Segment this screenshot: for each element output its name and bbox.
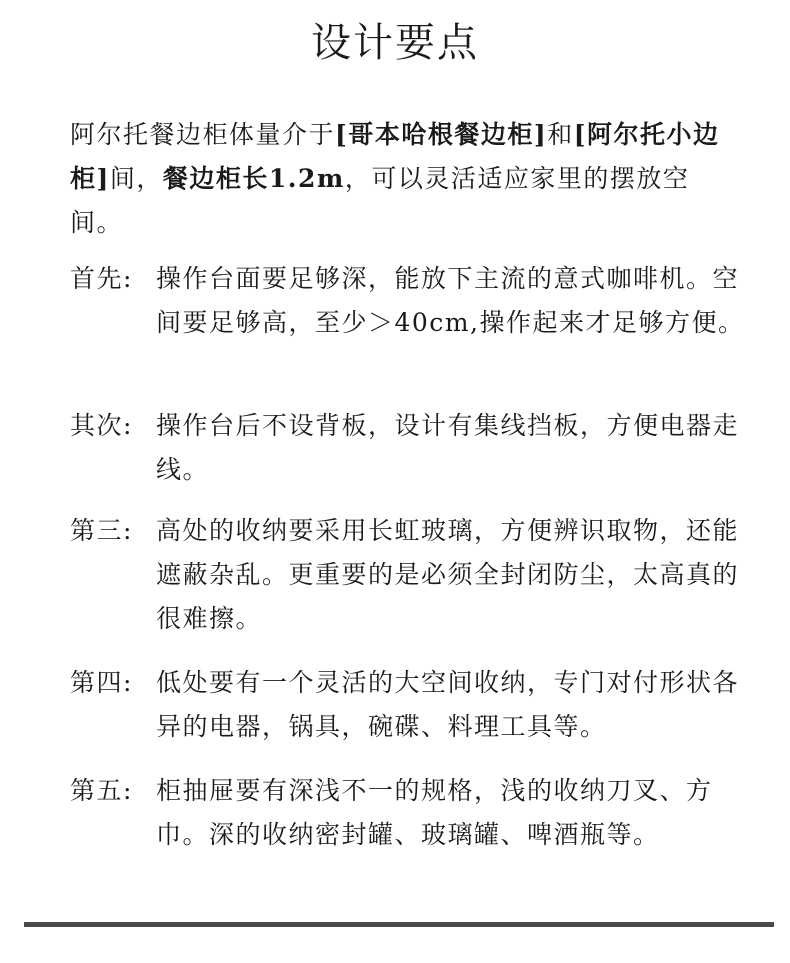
intro-highlight-copenhagen: [哥本哈根餐边柜] xyxy=(335,120,548,149)
point-text: 低处要有一个灵活的大空间收纳，专门对付形状各异的电器，锅具，碗碟、料理工具等。 xyxy=(156,668,740,741)
page-title: 设计要点 xyxy=(311,20,479,66)
bottom-divider xyxy=(24,922,774,927)
point-third xyxy=(70,509,750,641)
point-label: 首先: xyxy=(70,264,133,293)
intro-text: 间， xyxy=(109,164,163,193)
point-label: 其次: xyxy=(70,411,133,440)
point-text: 操作台后不设背板，设计有集线挡板，方便电器走线。 xyxy=(156,411,740,484)
point-text: 柜抽屉要有深浅不一的规格，浅的收纳刀叉、方巾。深的收纳密封罐、玻璃罐、啤酒瓶等。 xyxy=(156,776,713,849)
intro-paragraph xyxy=(70,113,740,245)
point-fourth xyxy=(70,661,750,749)
point-text: 操作台面要足够深，能放下主流的意式咖啡机。空间要足够高，至少＞40cm,操作起来才足够方便。 xyxy=(156,264,745,337)
intro-highlight-length: 餐边柜长1.2m xyxy=(162,164,345,193)
intro-text: ，可以灵活适应家里的摆放空间。 xyxy=(70,164,690,237)
intro-text: 和 xyxy=(547,120,574,149)
intro-text: 阿尔托餐边柜体量介于 xyxy=(70,120,336,149)
point-first xyxy=(70,257,750,345)
intro-highlight-aalto-small: [阿尔托小边柜] xyxy=(70,120,720,193)
point-label: 第四: xyxy=(70,668,133,697)
point-second xyxy=(70,404,750,492)
point-label: 第三: xyxy=(70,516,133,545)
point-fifth xyxy=(70,769,750,857)
point-label: 第五: xyxy=(70,776,133,805)
point-text: 高处的收纳要采用长虹玻璃，方便辨识取物，还能遮蔽杂乱。更重要的是必须全封闭防尘，太高真的很难擦。 xyxy=(156,516,740,633)
